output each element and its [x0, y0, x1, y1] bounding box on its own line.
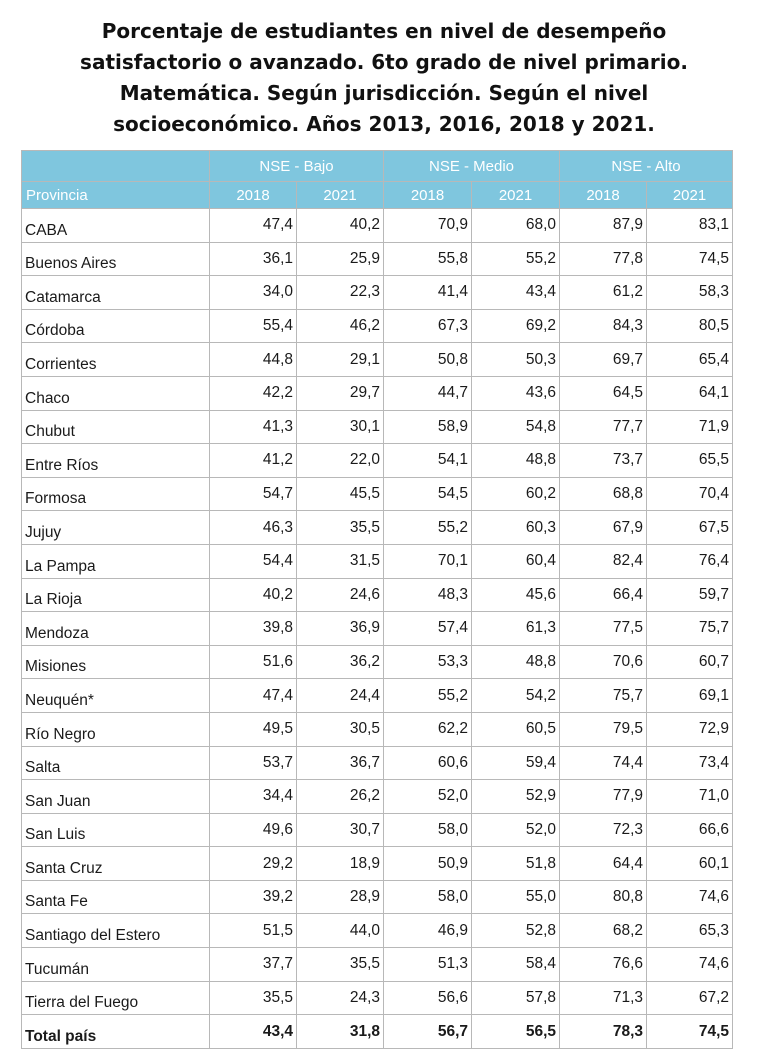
province-name: Total país: [22, 1015, 210, 1049]
province-name: Córdoba: [22, 309, 210, 343]
value-cell: 55,2: [384, 679, 472, 713]
value-cell: 67,5: [647, 511, 733, 545]
value-cell: 35,5: [210, 981, 297, 1015]
value-cell: 54,7: [210, 477, 297, 511]
value-cell: 69,7: [560, 343, 647, 377]
value-cell: 56,5: [472, 1015, 560, 1049]
province-name: Buenos Aires: [22, 242, 210, 276]
value-cell: 53,7: [210, 746, 297, 780]
value-cell: 55,0: [472, 880, 560, 914]
year-header: 2018: [210, 182, 297, 209]
table-row: [22, 712, 733, 746]
province-name: Catamarca: [22, 276, 210, 310]
value-cell: 76,4: [647, 544, 733, 578]
province-name: Santiago del Estero: [22, 914, 210, 948]
value-cell: 60,6: [384, 746, 472, 780]
value-cell: 52,8: [472, 914, 560, 948]
province-name: Entre Ríos: [22, 444, 210, 478]
value-cell: 41,3: [210, 410, 297, 444]
value-cell: 84,3: [560, 309, 647, 343]
title-line-4: socioeconómico. Años 2013, 2016, 2018 y 2021.: [113, 112, 655, 136]
value-cell: 82,4: [560, 544, 647, 578]
value-cell: 51,5: [210, 914, 297, 948]
value-cell: 60,5: [472, 712, 560, 746]
value-cell: 66,4: [560, 578, 647, 612]
title-line-2: satisfactorio o avanzado. 6to grado de nivel primario.: [80, 50, 688, 74]
table-row: [22, 813, 733, 847]
table-row: [22, 847, 733, 881]
value-cell: 65,5: [647, 444, 733, 478]
value-cell: 71,9: [647, 410, 733, 444]
value-cell: 43,4: [472, 276, 560, 310]
table-row: [22, 645, 733, 679]
value-cell: 54,2: [472, 679, 560, 713]
corner-cell: [22, 151, 210, 182]
value-cell: 73,4: [647, 746, 733, 780]
value-cell: 77,7: [560, 410, 647, 444]
table-row: [22, 209, 733, 243]
year-header: 2018: [384, 182, 472, 209]
value-cell: 44,7: [384, 376, 472, 410]
value-cell: 59,4: [472, 746, 560, 780]
value-cell: 31,5: [297, 544, 384, 578]
value-cell: 46,9: [384, 914, 472, 948]
value-cell: 46,2: [297, 309, 384, 343]
value-cell: 60,7: [647, 645, 733, 679]
value-cell: 51,8: [472, 847, 560, 881]
value-cell: 60,2: [472, 477, 560, 511]
table-row: [22, 948, 733, 982]
value-cell: 34,0: [210, 276, 297, 310]
table-row: [22, 343, 733, 377]
value-cell: 77,5: [560, 612, 647, 646]
value-cell: 55,8: [384, 242, 472, 276]
value-cell: 65,4: [647, 343, 733, 377]
value-cell: 26,2: [297, 780, 384, 814]
value-cell: 67,9: [560, 511, 647, 545]
value-cell: 56,6: [384, 981, 472, 1015]
province-name: Tierra del Fuego: [22, 981, 210, 1015]
value-cell: 77,9: [560, 780, 647, 814]
table-row: [22, 276, 733, 310]
province-name: CABA: [22, 209, 210, 243]
value-cell: 44,8: [210, 343, 297, 377]
value-cell: 36,7: [297, 746, 384, 780]
value-cell: 55,2: [472, 242, 560, 276]
value-cell: 30,1: [297, 410, 384, 444]
value-cell: 74,6: [647, 948, 733, 982]
value-cell: 50,3: [472, 343, 560, 377]
value-cell: 74,5: [647, 242, 733, 276]
value-cell: 68,2: [560, 914, 647, 948]
value-cell: 70,6: [560, 645, 647, 679]
value-cell: 80,5: [647, 309, 733, 343]
value-cell: 36,2: [297, 645, 384, 679]
value-cell: 56,7: [384, 1015, 472, 1049]
value-cell: 54,8: [472, 410, 560, 444]
value-cell: 60,4: [472, 544, 560, 578]
value-cell: 58,0: [384, 813, 472, 847]
table-row: [22, 981, 733, 1015]
value-cell: 24,4: [297, 679, 384, 713]
value-cell: 22,0: [297, 444, 384, 478]
value-cell: 41,4: [384, 276, 472, 310]
table-row: [22, 679, 733, 713]
value-cell: 74,4: [560, 746, 647, 780]
province-name: Mendoza: [22, 612, 210, 646]
province-name: Jujuy: [22, 511, 210, 545]
table-row: [22, 309, 733, 343]
value-cell: 40,2: [210, 578, 297, 612]
table-row: [22, 477, 733, 511]
table-row: [22, 612, 733, 646]
value-cell: 68,0: [472, 209, 560, 243]
value-cell: 67,2: [647, 981, 733, 1015]
value-cell: 49,5: [210, 712, 297, 746]
value-cell: 57,4: [384, 612, 472, 646]
value-cell: 55,2: [384, 511, 472, 545]
value-cell: 50,8: [384, 343, 472, 377]
title-line-3: Matemática. Según jurisdicción. Según el nivel: [119, 81, 649, 105]
value-cell: 30,5: [297, 712, 384, 746]
value-cell: 87,9: [560, 209, 647, 243]
value-cell: 71,0: [647, 780, 733, 814]
value-cell: 52,0: [472, 813, 560, 847]
table-row: [22, 511, 733, 545]
value-cell: 18,9: [297, 847, 384, 881]
province-name: La Pampa: [22, 544, 210, 578]
value-cell: 52,9: [472, 780, 560, 814]
table-row: [22, 410, 733, 444]
value-cell: 57,8: [472, 981, 560, 1015]
value-cell: 35,5: [297, 948, 384, 982]
value-cell: 73,7: [560, 444, 647, 478]
value-cell: 53,3: [384, 645, 472, 679]
value-cell: 77,8: [560, 242, 647, 276]
province-header: Provincia: [22, 182, 210, 209]
value-cell: 74,5: [647, 1015, 733, 1049]
table-row: [22, 746, 733, 780]
value-cell: 45,6: [472, 578, 560, 612]
value-cell: 37,7: [210, 948, 297, 982]
value-cell: 54,1: [384, 444, 472, 478]
year-header: 2021: [647, 182, 733, 209]
value-cell: 48,8: [472, 444, 560, 478]
value-cell: 72,9: [647, 712, 733, 746]
province-name: Misiones: [22, 645, 210, 679]
value-cell: 75,7: [647, 612, 733, 646]
group-header-bajo: NSE - Bajo: [210, 151, 384, 182]
value-cell: 46,3: [210, 511, 297, 545]
value-cell: 83,1: [647, 209, 733, 243]
value-cell: 30,7: [297, 813, 384, 847]
value-cell: 54,5: [384, 477, 472, 511]
value-cell: 61,3: [472, 612, 560, 646]
value-cell: 59,7: [647, 578, 733, 612]
title-line-1: Porcentaje de estudiantes en nivel de desempeño: [101, 19, 667, 43]
value-cell: 29,7: [297, 376, 384, 410]
value-cell: 47,4: [210, 679, 297, 713]
table-row: [22, 242, 733, 276]
value-cell: 80,8: [560, 880, 647, 914]
value-cell: 29,1: [297, 343, 384, 377]
province-name: Corrientes: [22, 343, 210, 377]
value-cell: 41,2: [210, 444, 297, 478]
value-cell: 48,8: [472, 645, 560, 679]
value-cell: 60,3: [472, 511, 560, 545]
province-name: Chubut: [22, 410, 210, 444]
table-row: [22, 444, 733, 478]
table-row: [22, 780, 733, 814]
value-cell: 64,5: [560, 376, 647, 410]
value-cell: 64,1: [647, 376, 733, 410]
province-name: San Juan: [22, 780, 210, 814]
value-cell: 71,3: [560, 981, 647, 1015]
value-cell: 69,2: [472, 309, 560, 343]
value-cell: 58,3: [647, 276, 733, 310]
table-body: [22, 209, 733, 1049]
value-cell: 78,3: [560, 1015, 647, 1049]
value-cell: 62,2: [384, 712, 472, 746]
value-cell: 69,1: [647, 679, 733, 713]
value-cell: 61,2: [560, 276, 647, 310]
value-cell: 58,9: [384, 410, 472, 444]
province-name: Santa Cruz: [22, 847, 210, 881]
group-header-medio: NSE - Medio: [384, 151, 560, 182]
value-cell: 44,0: [297, 914, 384, 948]
value-cell: 70,9: [384, 209, 472, 243]
value-cell: 50,9: [384, 847, 472, 881]
value-cell: 25,9: [297, 242, 384, 276]
province-name: Salta: [22, 746, 210, 780]
value-cell: 72,3: [560, 813, 647, 847]
value-cell: 31,8: [297, 1015, 384, 1049]
province-name: Tucumán: [22, 948, 210, 982]
value-cell: 43,4: [210, 1015, 297, 1049]
value-cell: 39,8: [210, 612, 297, 646]
value-cell: 34,4: [210, 780, 297, 814]
value-cell: 55,4: [210, 309, 297, 343]
value-cell: 45,5: [297, 477, 384, 511]
value-cell: 28,9: [297, 880, 384, 914]
value-cell: 22,3: [297, 276, 384, 310]
value-cell: 76,6: [560, 948, 647, 982]
value-cell: 35,5: [297, 511, 384, 545]
value-cell: 49,6: [210, 813, 297, 847]
value-cell: 70,4: [647, 477, 733, 511]
value-cell: 67,3: [384, 309, 472, 343]
value-cell: 65,3: [647, 914, 733, 948]
group-header-row: [22, 151, 733, 182]
table-row: [22, 880, 733, 914]
province-name: Río Negro: [22, 712, 210, 746]
value-cell: 58,4: [472, 948, 560, 982]
value-cell: 74,6: [647, 880, 733, 914]
value-cell: 58,0: [384, 880, 472, 914]
value-cell: 79,5: [560, 712, 647, 746]
value-cell: 43,6: [472, 376, 560, 410]
year-header: 2021: [472, 182, 560, 209]
province-name: San Luis: [22, 813, 210, 847]
value-cell: 36,9: [297, 612, 384, 646]
value-cell: 39,2: [210, 880, 297, 914]
group-header-alto: NSE - Alto: [560, 151, 733, 182]
value-cell: 70,1: [384, 544, 472, 578]
value-cell: 48,3: [384, 578, 472, 612]
province-name: Santa Fe: [22, 880, 210, 914]
value-cell: 24,3: [297, 981, 384, 1015]
value-cell: 68,8: [560, 477, 647, 511]
value-cell: 60,1: [647, 847, 733, 881]
data-table: [21, 150, 733, 1049]
province-name: Chaco: [22, 376, 210, 410]
table-row: [22, 914, 733, 948]
table-row: [22, 544, 733, 578]
table-row: [22, 376, 733, 410]
year-header: 2018: [560, 182, 647, 209]
province-name: Formosa: [22, 477, 210, 511]
chart-title: [0, 16, 768, 140]
value-cell: 40,2: [297, 209, 384, 243]
value-cell: 66,6: [647, 813, 733, 847]
province-name: Neuquén*: [22, 679, 210, 713]
value-cell: 75,7: [560, 679, 647, 713]
value-cell: 42,2: [210, 376, 297, 410]
value-cell: 29,2: [210, 847, 297, 881]
value-cell: 36,1: [210, 242, 297, 276]
value-cell: 47,4: [210, 209, 297, 243]
province-name: La Rioja: [22, 578, 210, 612]
total-row: [22, 1015, 733, 1049]
year-header: 2021: [297, 182, 384, 209]
value-cell: 51,3: [384, 948, 472, 982]
year-header-row: [22, 182, 733, 209]
value-cell: 52,0: [384, 780, 472, 814]
table-row: [22, 578, 733, 612]
value-cell: 64,4: [560, 847, 647, 881]
value-cell: 54,4: [210, 544, 297, 578]
value-cell: 24,6: [297, 578, 384, 612]
value-cell: 51,6: [210, 645, 297, 679]
